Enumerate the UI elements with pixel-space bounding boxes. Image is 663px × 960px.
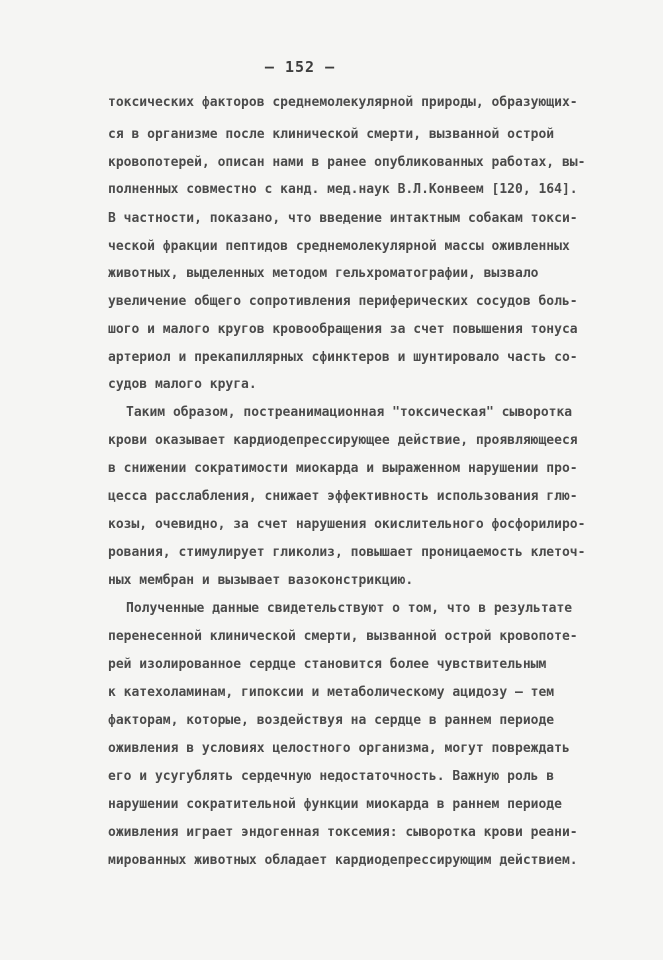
text-line: оживления в условиях целостного организма, могут повреждать: [108, 741, 570, 756]
text-line: кровопотерей, описан нами в ранее опубликованных работах, вы-: [108, 155, 586, 170]
text-line: полненных совместно с канд. мед.наук В.Л.Конвеем [120, 164].: [108, 182, 578, 197]
text-line: животных, выделенных методом гельхроматографии, вызвало: [108, 266, 539, 281]
text-line: ся в организме после клинической смерти, вызванной острой: [108, 127, 555, 142]
text-line: судов малого круга.: [108, 377, 257, 392]
text-line: ческой фракции пептидов среднемолекулярной массы оживленных: [108, 239, 570, 254]
text-line: В частности, показано, что введение интактным собакам токси-: [108, 211, 578, 226]
page-number: – 152 –: [264, 58, 336, 76]
text-line: его и усугублять сердечную недостаточность. Важную роль в: [108, 769, 555, 784]
text-line: цесса расслабления, снижает эффективность использования глю-: [108, 489, 578, 504]
text-line: рования, стимулирует гликолиз, повышает проницаемость клеточ-: [108, 545, 586, 560]
text-line: артериол и прекапиллярных сфинктеров и шунтировало часть со-: [108, 350, 578, 365]
text-line: токсических факторов среднемолекулярной природы, образующих-: [108, 95, 578, 110]
text-line: в снижении сократимости миокарда и выраженном нарушении про-: [108, 461, 578, 476]
text-line: перенесенной клинической смерти, вызванной острой кровопоте-: [108, 629, 578, 644]
text-line: нарушении сократительной функции миокарда в раннем периоде: [108, 797, 562, 812]
text-line: рей изолированное сердце становится более чувствительным: [108, 657, 547, 672]
text-line: шого и малого кругов кровообращения за счет повышения тонуса: [108, 322, 578, 337]
text-line: к катехоламинам, гипоксии и метаболическому ацидозу – тем: [108, 685, 555, 700]
text-line: увеличение общего сопротивления периферических сосудов боль-: [108, 294, 578, 309]
text-line: козы, очевидно, за счет нарушения окислительного фосфорилиро-: [108, 517, 586, 532]
text-line: крови оказывает кардиодепрессирующее действие, проявляющееся: [108, 433, 578, 448]
text-line: ных мембран и вызывает вазоконстрикцию.: [108, 573, 414, 588]
text-line: мированных животных обладает кардиодепрессирующим действием.: [108, 853, 578, 868]
text-line: факторам, которые, воздействуя на сердце в раннем периоде: [108, 713, 555, 728]
text-line: оживления играет эндогенная токсемия: сыворотка крови реани-: [108, 825, 578, 840]
text-line: Полученные данные свидетельствуют о том, что в результате: [126, 601, 573, 616]
text-line: Таким образом, постреанимационная "токсическая" сыворотка: [126, 405, 573, 420]
